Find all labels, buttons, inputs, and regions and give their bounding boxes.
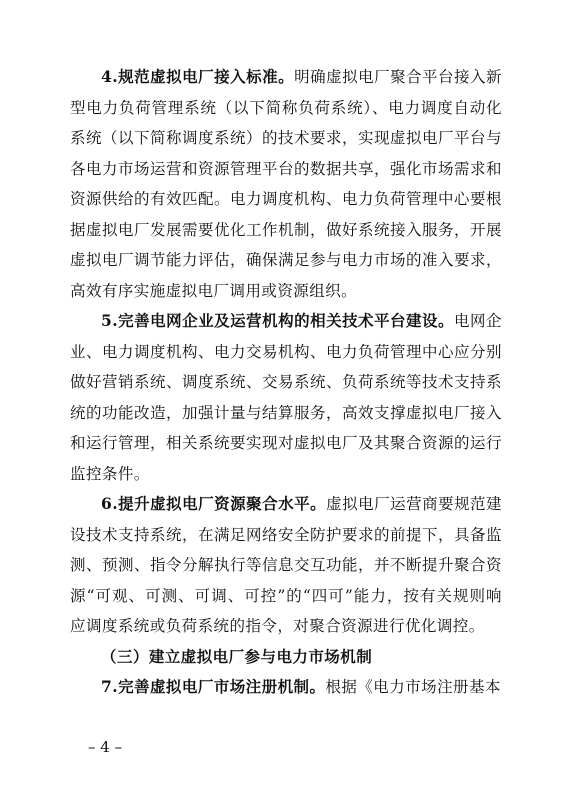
section-heading: （三）建立虚拟电厂参与电力市场机制 [101,646,373,666]
page-number: – 4 – [88,738,123,756]
paragraph-4-text: 明确虚拟电厂聚合平台接入新型电力负荷管理系统（以下简称负荷系统）、电力调度自动化系统（以下简称调度系统）的技术要求，实现虚拟电厂平台与各电力市场运营和资源管理平台的数据共享，强化市场需求和资源供给的有效匹配。电力调度机构、电力负荷管理中心要根据虚拟电厂发展需要优化工作机制，做好系统接入服务，开展虚拟电厂调节能力评估，确保满足参与电力市场的准入要求，高效有序实施虚拟电厂调用或资源组织。 [70,68,502,300]
body-text [70,62,502,703]
paragraph-5-lead: 5.完善电网企业及运营机构的相关技术平台建设。 [101,311,455,330]
paragraph-7 [70,672,502,703]
paragraph-4-lead: 4.规范虚拟电厂接入标准。 [101,67,295,86]
paragraph-5-text: 电网企业、电力调度机构、电力交易机构、电力负荷管理中心应分别做好营销系统、调度系统、交易系统、负荷系统等技术支持系统的功能改造，加强计量与结算服务，高效支撑虚拟电厂接入和运行管理，相关系统要实现对虚拟电厂及其聚合资源的运行监控条件。 [70,312,502,483]
paragraph-6-lead: 6.提升虚拟电厂资源聚合水平。 [101,494,327,513]
paragraph-6-text: 虚拟电厂运营商要规范建设技术支持系统，在满足网络安全防护要求的前提下，具备监测、预测、指令分解执行等信息交互功能，并不断提升聚合资源“可观、可测、可调、可控”的“四可”能力，按有关规则响应调度系统或负荷系统的指令，对聚合资源进行优化调控。 [70,495,503,635]
paragraph-5 [70,306,502,489]
paragraph-7-text: 根据《电力市场注册基本 [325,678,501,696]
paragraph-4 [70,62,502,306]
paragraph-6 [70,489,502,642]
paragraph-7-lead: 7.完善虚拟电厂市场注册机制。 [101,677,326,696]
